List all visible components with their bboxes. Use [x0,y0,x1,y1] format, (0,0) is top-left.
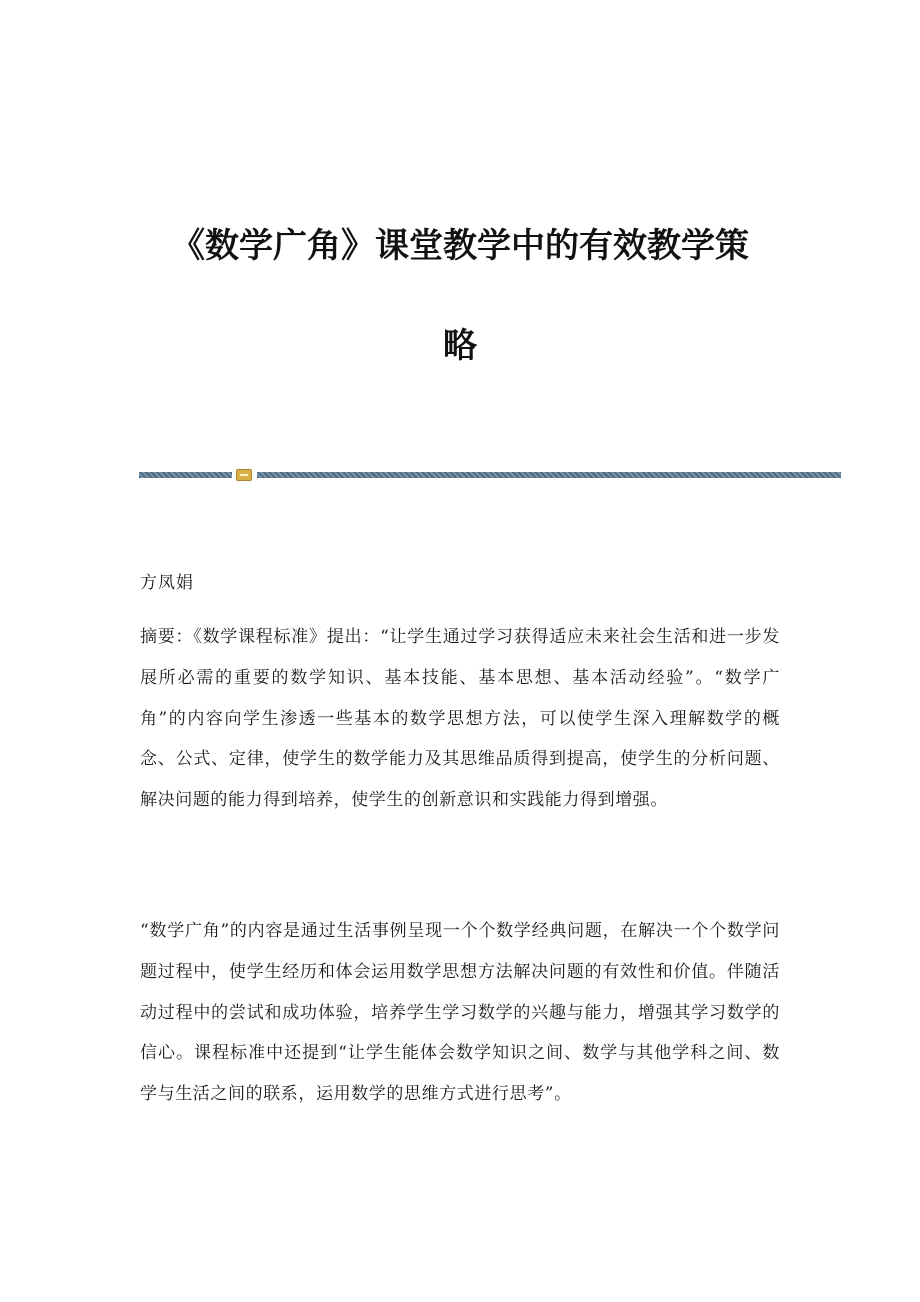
document-title-line-1: 《数学广角》课堂教学中的有效教学策 [171,226,749,266]
divider-bar-left [139,472,232,478]
divider-ornament-icon [236,469,252,481]
author-name: 方凤娟 [140,573,194,593]
abstract-paragraph: 摘要：《数学课程标准》提出：“让学生通过学习获得适应未来社会生活和进一步发展所必需的重要的数学知识、基本技能、基本思想、基本活动经验”。“数学广角”的内容向学生渗透一些基本的数学思想方法，可以使学生深入理解数学的概念、公式、定律，使学生的数学能力及其思维品质得到提高，使学生的分析问题、解决问题的能力得到培养，使学生的创新意识和实践能力得到增强。 [140,627,780,811]
body-paragraph: “数学广角”的内容是通过生活事例呈现一个个数学经典问题，在解决一个个数学问题过程中，使学生经历和体会运用数学思想方法解决问题的有效性和价值。伴随活动过程中的尝试和成功体验，培养学生学习数学的兴趣与能力，增强其学习数学的信心。课程标准中还提到“让学生能体会数学知识之间、数学与其他学科之间、数学与生活之间的联系，运用数学的思维方式进行思考”。 [140,921,780,1105]
divider-bar-right [257,472,841,478]
title-divider [139,469,841,481]
document-title-line-2: 略 [443,326,477,366]
